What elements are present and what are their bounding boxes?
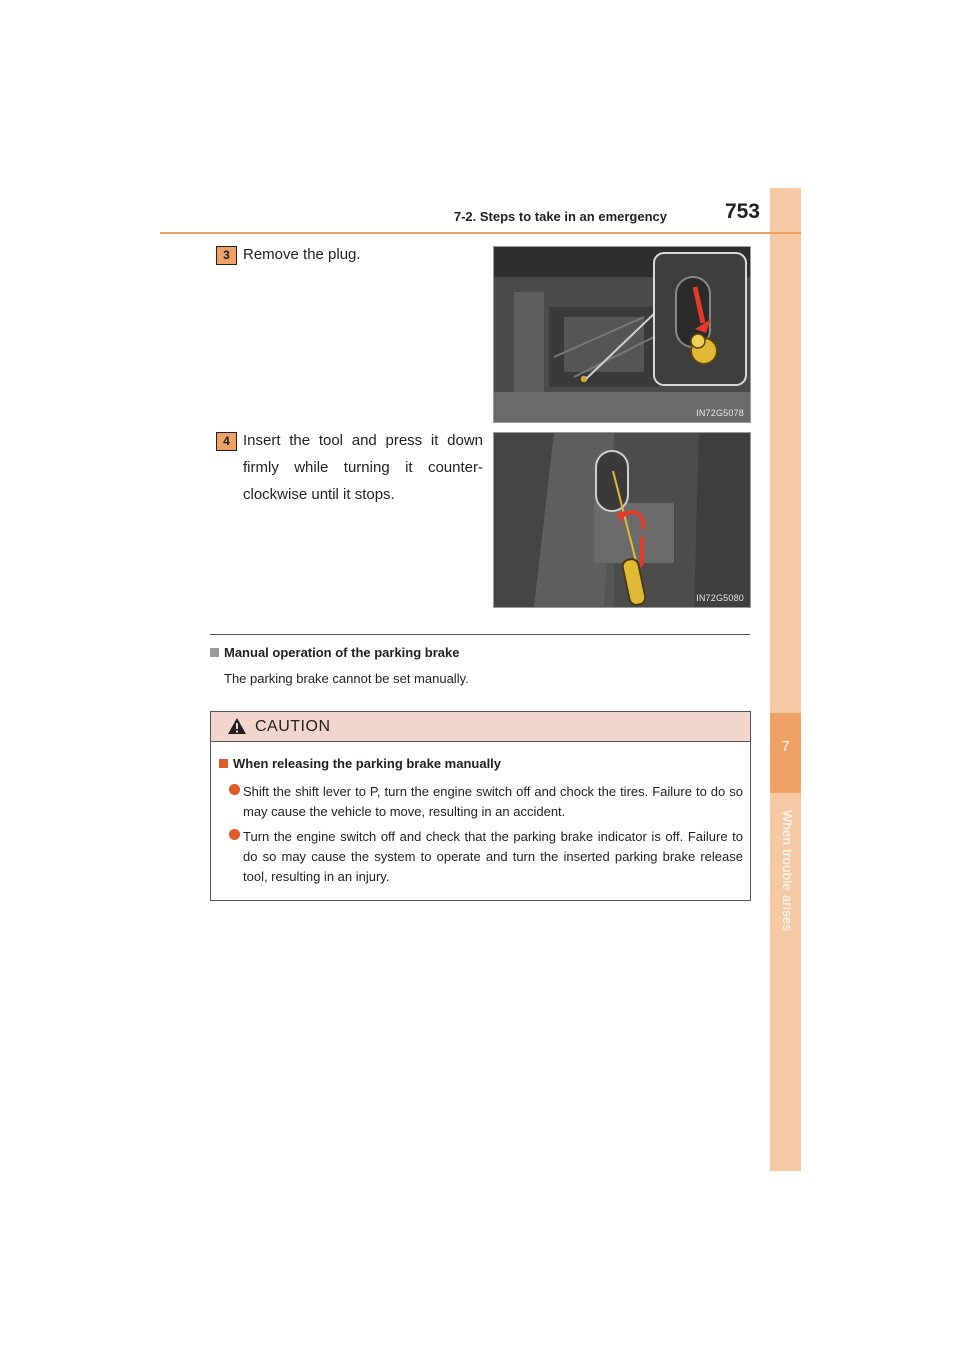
chapter-side-band (770, 188, 801, 1171)
release-tool-illustration (494, 433, 750, 607)
caution-subheading: When releasing the parking brake manually (219, 756, 501, 771)
page-number: 753 (724, 200, 760, 223)
section-title: 7-2. Steps to take in an emergency (453, 209, 667, 224)
caution-header (211, 712, 750, 742)
step-3-badge: 3 (216, 246, 237, 265)
step-4-badge: 4 (216, 432, 237, 451)
step-3-text: Remove the plug. (243, 246, 361, 263)
chapter-title: When trouble arises (780, 810, 795, 932)
figure-code: IN72G5078 (696, 408, 744, 418)
caution-item: Turn the engine switch off and check that the parking brake indicator is off. Failure to do so may cause the system to operate and turn the inserted parking brake release tool, resulting in an injury. (229, 827, 743, 887)
header-rule (160, 232, 801, 234)
caution-box (210, 711, 751, 901)
figure-code: IN72G5080 (696, 593, 744, 603)
figure-remove-plug (493, 246, 751, 423)
chapter-number: 7 (781, 738, 790, 755)
caution-title: CAUTION (255, 718, 331, 735)
square-bullet-icon (210, 648, 219, 657)
figure-insert-tool (493, 432, 751, 608)
warning-triangle-icon (227, 717, 247, 735)
bullet-dot-icon (229, 784, 240, 795)
note-heading: Manual operation of the parking brake (210, 645, 459, 660)
trunk-plug-illustration (494, 247, 750, 422)
caution-item: Shift the shift lever to P, turn the engine switch off and chock the tires. Failure to do so may cause the vehicle to move, resulting in an accident. (229, 782, 743, 822)
note-divider (210, 634, 750, 635)
bullet-dot-icon (229, 829, 240, 840)
square-bullet-icon (219, 759, 228, 768)
step-4-text: Insert the tool and press it down firmly while turning it counter-clockwise until it stops. (243, 432, 483, 503)
note-body: The parking brake cannot be set manually. (224, 671, 469, 686)
